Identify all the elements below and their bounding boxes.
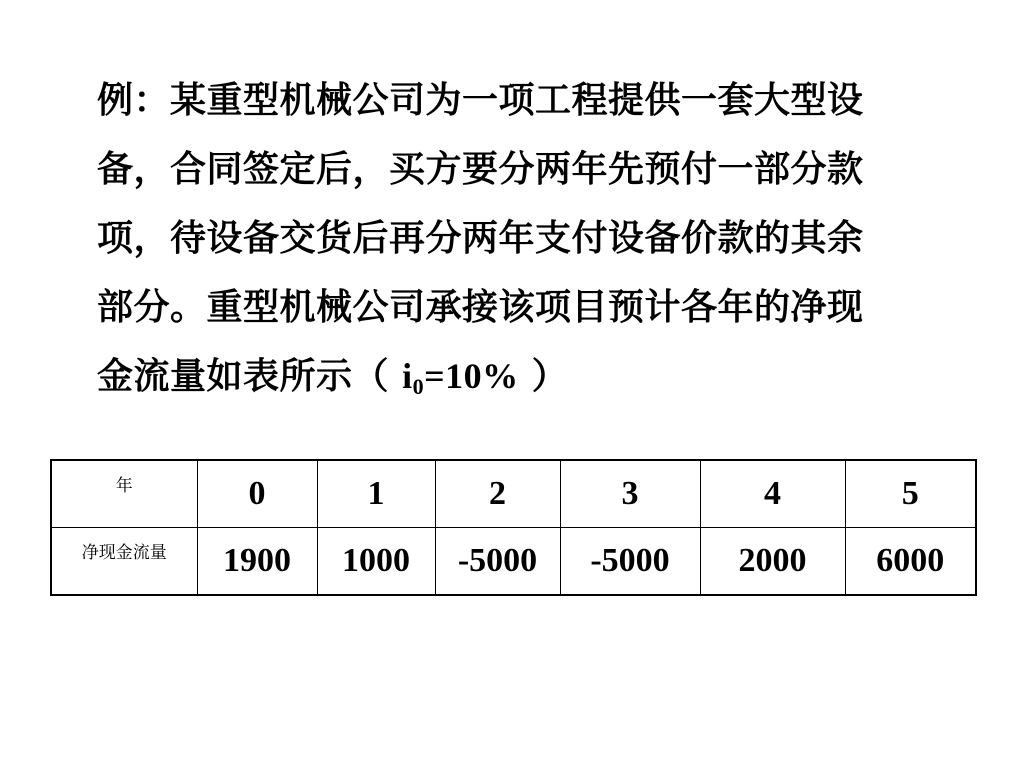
cashflow-cell: 1900 (197, 528, 317, 596)
year-cell: 0 (197, 460, 317, 528)
last-line-suffix: ） (531, 355, 569, 397)
rate-subscript: 0 (412, 374, 425, 399)
discount-rate (402, 356, 519, 399)
cashflow-row-header: 净现金流量 (51, 528, 197, 596)
year-row (51, 460, 976, 528)
year-cell: 2 (435, 460, 560, 528)
paragraph-line: 例：某重型机械公司为一项工程提供一套大型设 (97, 79, 864, 121)
cashflow-row (51, 528, 976, 596)
paragraph-line: 部分。重型机械公司承接该项目预计各年的净现 (97, 286, 864, 328)
cashflow-cell: -5000 (435, 528, 560, 596)
cashflow-cell: 2000 (700, 528, 845, 596)
year-cell: 3 (560, 460, 700, 528)
cashflow-cell: 6000 (845, 528, 976, 596)
rate-value: =10% (424, 356, 519, 396)
cashflow-cell: -5000 (560, 528, 700, 596)
rate-symbol: i (402, 356, 413, 396)
cashflow-table (50, 459, 977, 596)
cashflow-cell: 1000 (317, 528, 435, 596)
paragraph-line: 备，合同签定后，买方要分两年先预付一部分款 (97, 148, 864, 190)
year-cell: 1 (317, 460, 435, 528)
last-line-prefix: 金流量如表所示（ (97, 355, 390, 397)
paragraph-line: 项，待设备交货后再分两年支付设备价款的其余 (97, 217, 864, 259)
year-cell: 4 (700, 460, 845, 528)
year-cell: 5 (845, 460, 976, 528)
paragraph-last-line (97, 342, 947, 421)
problem-statement (97, 66, 947, 421)
year-row-header: 年 (51, 460, 197, 528)
